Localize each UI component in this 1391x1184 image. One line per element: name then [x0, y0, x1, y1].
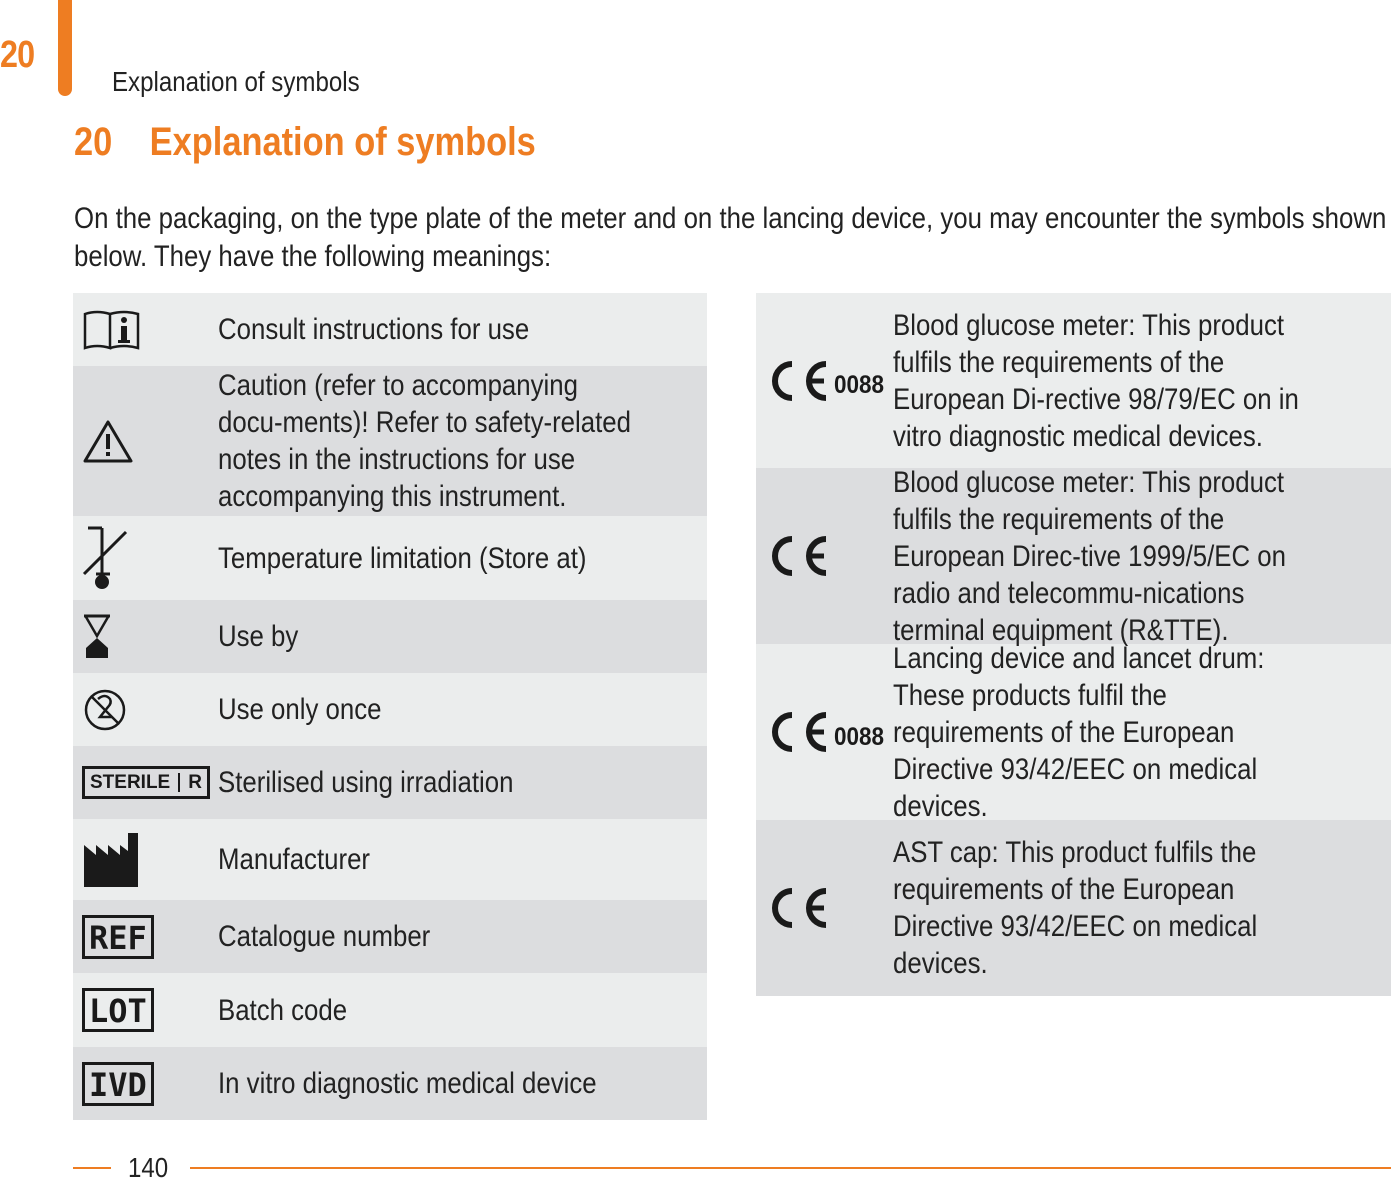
chapter-number: 20 — [0, 34, 35, 76]
manufacturer-icon — [73, 831, 218, 889]
ce-mark-icon — [756, 533, 893, 579]
symbol-row — [73, 900, 707, 973]
symbol-row — [73, 673, 707, 746]
consult-instructions-icon — [73, 308, 218, 352]
ivd-label: IVD — [82, 1062, 154, 1106]
symbol-description: Temperature limitation (Store at) — [217, 541, 587, 575]
symbol-row — [73, 819, 707, 900]
symbol-description: Lancing device and lancet drum: These products fulfil the requirements of the European Directive 93/42/EEC on medical devices. — [893, 641, 1265, 823]
footer-rule-left — [73, 1167, 111, 1169]
symbol-description: AST cap: This product fulfils the requirements of the European Directive 93/42/EEC on medical devices. — [893, 836, 1258, 980]
symbol-description: Use only once — [217, 693, 382, 726]
symbol-description: Blood glucose meter: This product fulfils the requirements of the European Direc-tive 1999/5/EC on radio and telecommu-nications terminal equipment (R&TTE). — [893, 465, 1287, 647]
section-heading — [74, 120, 536, 165]
symbol-description: Sterilised using irradiation — [217, 766, 513, 799]
symbol-description: Use by — [217, 620, 298, 653]
sterile-r-label: R — [178, 773, 202, 792]
symbol-description: In vitro diagnostic medical device — [217, 1067, 597, 1100]
symbol-description: Catalogue number — [217, 920, 430, 953]
chapter-tab-bar — [58, 0, 72, 96]
symbol-row — [73, 746, 707, 819]
intro-paragraph: On the packaging, on the type plate of the meter and on the lancing device, you may encounter the symbols shown below. They have the following meanings: — [74, 202, 1387, 273]
symbol-row — [73, 516, 707, 600]
symbol-row — [73, 973, 707, 1047]
sterile-label: STERILE — [90, 772, 171, 793]
notified-body-number: 0088 — [834, 722, 885, 751]
symbol-row — [756, 293, 1391, 468]
section-title: Explanation of symbols — [149, 120, 536, 164]
ref-icon — [73, 915, 218, 959]
symbol-row — [756, 820, 1391, 996]
lot-label: LOT — [82, 988, 154, 1032]
notified-body-number: 0088 — [834, 371, 885, 399]
symbol-row — [73, 293, 707, 366]
hourglass-icon — [73, 614, 218, 660]
symbol-row — [756, 465, 1391, 647]
symbol-description: Blood glucose meter: This product fulfils the requirements of the European Di-rective 98/79/EC on in vitro diagnostic medical devices. — [893, 308, 1300, 453]
footer-rule-right — [190, 1167, 1391, 1169]
ce-mark-icon — [756, 358, 893, 404]
symbol-description: Manufacturer — [217, 843, 370, 876]
ref-label: REF — [82, 915, 154, 959]
symbol-description: Caution (refer to accompanying docu-ments)! Refer to safety-related notes in the instructions for use accompanying this instrument. — [217, 369, 631, 513]
page-number: 140 — [128, 1152, 169, 1183]
ce-mark-icon — [756, 885, 893, 931]
temperature-icon — [73, 524, 218, 592]
symbols-table-right — [756, 293, 1391, 996]
ce-mark-icon — [756, 709, 893, 755]
symbol-description: Consult instructions for use — [217, 313, 529, 346]
symbol-row — [756, 641, 1391, 823]
symbol-description: Batch code — [217, 993, 347, 1027]
caution-icon — [73, 418, 218, 464]
section-number: 20 — [74, 120, 113, 164]
symbol-row — [73, 600, 707, 673]
sterile-r-icon — [73, 766, 218, 799]
symbol-row — [73, 366, 707, 516]
lot-icon — [73, 988, 218, 1032]
do-not-reuse-icon — [73, 687, 218, 733]
running-header: Explanation of symbols — [112, 66, 360, 97]
ivd-icon — [73, 1062, 218, 1106]
symbol-row — [73, 1047, 707, 1120]
symbols-table-left — [73, 293, 707, 1120]
